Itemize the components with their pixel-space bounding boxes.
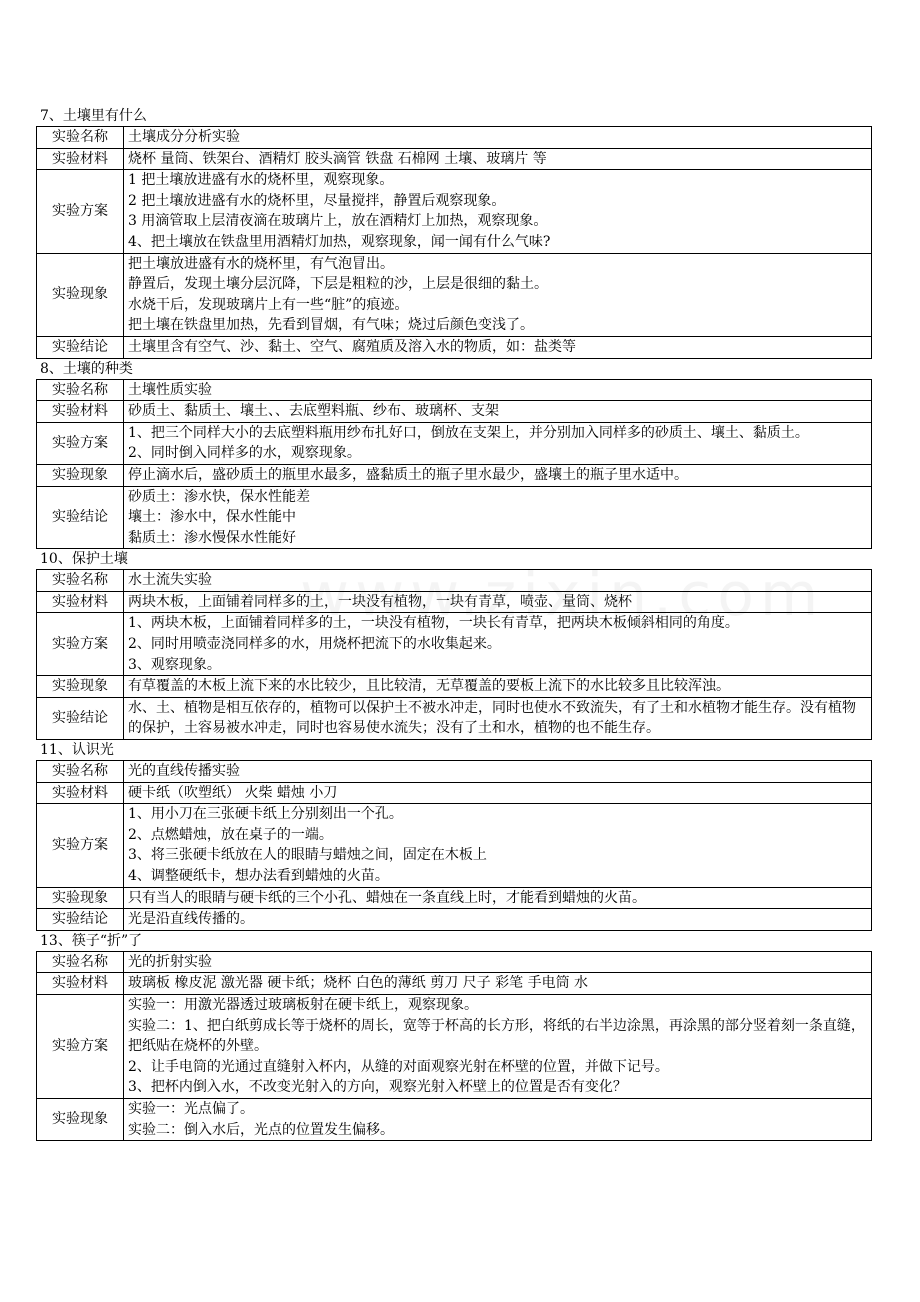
row-label: 实验材料: [37, 782, 124, 804]
row-label: 实验方案: [37, 422, 124, 464]
content-line: 硬卡纸（吹塑纸） 火柴 蜡烛 小刀: [128, 784, 338, 801]
table-row: [37, 148, 872, 170]
table-row: [37, 253, 872, 336]
row-label: 实验名称: [37, 570, 124, 592]
row-content: [124, 613, 872, 676]
row-content: [124, 973, 872, 995]
row-content: [124, 951, 872, 973]
content-line: 4、调整硬纸卡，想办法看到蜡烛的火苗。: [128, 868, 389, 884]
table-row: [37, 804, 872, 887]
row-label: 实验现象: [37, 676, 124, 698]
row-content: [124, 1098, 872, 1140]
table-row: [37, 782, 872, 804]
table-row: [37, 570, 872, 592]
row-content: [124, 148, 872, 170]
row-label: 实验材料: [37, 148, 124, 170]
content-line: 土壤里含有空气、沙、黏土、空气、腐殖质及溶入水的物质，如：盐类等: [128, 338, 576, 355]
row-label: 实验材料: [37, 973, 124, 995]
content-line: 停止滴水后，盛砂质土的瓶里水最多，盛黏质土的瓶子里水最少，盛壤土的瓶子里水适中。: [128, 466, 688, 483]
table-row: [37, 422, 872, 464]
row-label: 实验方案: [37, 804, 124, 887]
row-label: 实验现象: [37, 1098, 124, 1140]
experiment-table: [36, 126, 872, 359]
experiment-table: [36, 760, 872, 931]
content-line: 实验二：1、把白纸剪成长等于烧杯的周长，宽等于杯高的长方形，将纸的右半边涂黑，再涂黑的部分竖着刻一条直缝，把纸贴在烧杯的外壁。: [128, 1017, 865, 1055]
row-content: [124, 909, 872, 931]
content-line: 砂质土、黏质土、壤土、、去底塑料瓶、纱布、玻璃杯、支架: [128, 403, 499, 420]
row-label: 实验方案: [37, 994, 124, 1098]
content-line: 2、同时用喷壶浇同样多的水，用烧杯把流下的水收集起来。: [128, 636, 501, 653]
content-line: 把土壤在铁盘里加热，先看到冒烟，有气味；烧过后颜色变浅了。: [128, 317, 534, 334]
row-label: 实验现象: [37, 464, 124, 486]
table-row: [37, 887, 872, 909]
content-line: 水、土、植物是相互依存的，植物可以保护土不被水冲走，同时也使水不致流失，有了土和水植物才能生存。没有植物的保护，土容易被水冲走，同时也容易使水流失；没有了土和水，植物的也不能生存。: [128, 699, 856, 737]
document-page: [36, 106, 872, 1141]
row-content: [124, 401, 872, 423]
table-row: [37, 336, 872, 358]
row-content: [124, 994, 872, 1098]
table-row: [37, 401, 872, 423]
section-title: 8、土壤的种类: [40, 360, 133, 377]
row-label: 实验名称: [37, 951, 124, 973]
row-content: [124, 170, 872, 253]
row-content: [124, 761, 872, 783]
content-line: 实验一：用激光器透过玻璃板射在硬卡纸上，观察现象。: [128, 996, 478, 1013]
content-line: 2 把土壤放进盛有水的烧杯里，尽量搅拌，静置后观察现象。: [128, 192, 506, 209]
content-line: 两块木板，上面铺着同样多的土，一块没有植物，一块有青草，喷壶、量筒、烧杯: [128, 593, 632, 610]
row-content: [124, 804, 872, 887]
row-label: 实验方案: [37, 613, 124, 676]
row-label: 实验材料: [37, 591, 124, 613]
table-row: [37, 973, 872, 995]
table-row: [37, 994, 872, 1098]
table-row: [37, 486, 872, 549]
row-label: 实验名称: [37, 761, 124, 783]
table-row: [37, 464, 872, 486]
content-line: 1、用小刀在三张硬卡纸上分别刻出一个孔。: [128, 806, 403, 823]
content-line: 3 用滴管取上层清夜滴在玻璃片上，放在酒精灯上加热，观察现象。: [128, 213, 548, 230]
content-line: 实验一：光点偏了。: [128, 1100, 254, 1117]
row-label: 实验名称: [37, 127, 124, 149]
table-row: [37, 127, 872, 149]
content-line: 土壤性质实验: [128, 381, 212, 398]
content-line: 3、把杯内倒入水，不改变光射入的方向，观察光射入杯壁上的位置是否有变化？: [128, 1079, 627, 1096]
row-content: [124, 782, 872, 804]
content-line: 4、把土壤放在铁盘里用酒精灯加热，观察现象，闻一闻有什么气味?: [128, 233, 551, 250]
row-label: 实验结论: [37, 697, 124, 739]
content-line: 水土流失实验: [128, 572, 212, 589]
row-content: [124, 336, 872, 358]
content-line: 1、把三个同样大小的去底塑料瓶用纱布扎好口，倒放在支架上，并分别加入同样多的砂质土、壤土、黏质土。: [128, 424, 809, 441]
content-line: 1、两块木板，上面铺着同样多的土，一块没有植物，一块长有青草，把两块木板倾斜相同的角度。: [128, 615, 739, 632]
row-content: [124, 486, 872, 549]
row-content: [124, 676, 872, 698]
content-line: 2、点燃蜡烛，放在桌子的一端。: [128, 826, 333, 843]
content-line: 3、将三张硬卡纸放在人的眼睛与蜡烛之间，固定在木板上: [128, 847, 487, 864]
row-label: 实验结论: [37, 336, 124, 358]
content-line: 光的直线传播实验: [128, 763, 240, 780]
section-title: 7、土壤里有什么: [40, 108, 147, 124]
content-line: 实验二：倒入水后，光点的位置发生偏移。: [128, 1121, 394, 1138]
row-content: [124, 127, 872, 149]
content-line: 静置后，发现土壤分层沉降，下层是粗粒的沙，上层是很细的黏土。: [128, 276, 548, 293]
content-line: 烧杯 量筒、铁架台、酒精灯 胶头滴管 铁盘 石棉网 土壤、玻璃片 等: [128, 150, 547, 167]
content-line: 砂质土：渗水快，保水性能差: [128, 488, 310, 505]
content-line: 黏质土：渗水慢保水性能好: [128, 529, 296, 546]
content-line: 有草覆盖的木板上流下来的水比较少，且比较清，无草覆盖的要板上流下的水比较多且比较浑浊。: [128, 678, 730, 695]
row-label: 实验名称: [37, 379, 124, 401]
content-line: 3、观察现象。: [128, 656, 221, 673]
content-line: 水烧干后，发现玻璃片上有一些“脏”的痕迹。: [128, 296, 409, 313]
table-row: [37, 379, 872, 401]
row-content: [124, 253, 872, 336]
table-row: [37, 697, 872, 739]
section-title: 13、筷子“折”了: [40, 932, 143, 949]
content-line: 2、同时倒入同样多的水，观察现象。: [128, 445, 361, 462]
content-line: 把土壤放进盛有水的烧杯里，有气泡冒出。: [128, 255, 394, 272]
experiment-table: [36, 569, 872, 740]
table-row: [37, 613, 872, 676]
row-content: [124, 379, 872, 401]
content-line: 光是沿直线传播的。: [128, 911, 254, 928]
table-row: [37, 676, 872, 698]
content-line: 玻璃板 橡皮泥 激光器 硬卡纸；烧杯 白色的薄纸 剪刀 尺子 彩笔 手电筒 水: [128, 975, 589, 992]
table-row: [37, 591, 872, 613]
row-content: [124, 422, 872, 464]
table-row: [37, 909, 872, 931]
row-label: 实验结论: [37, 486, 124, 549]
row-content: [124, 464, 872, 486]
row-label: 实验方案: [37, 170, 124, 253]
content-line: 1 把土壤放进盛有水的烧杯里，观察现象。: [128, 172, 394, 189]
table-row: [37, 170, 872, 253]
content-line: 只有当人的眼睛与硬卡纸的三个小孔、蜡烛在一条直线上时，才能看到蜡烛的火苗。: [128, 889, 646, 906]
experiment-table: [36, 951, 872, 1141]
row-content: [124, 570, 872, 592]
row-label: 实验材料: [37, 401, 124, 423]
experiment-table: [36, 379, 872, 550]
table-row: [37, 951, 872, 973]
section-title: 11、认识光: [40, 742, 114, 759]
table-row: [37, 1098, 872, 1140]
row-content: [124, 887, 872, 909]
table-row: [37, 761, 872, 783]
content-line: 2、让手电筒的光通过直缝射入杯内，从缝的对面观察光射在杯壁的位置，并做下记号。: [128, 1058, 669, 1075]
content-line: 光的折射实验: [128, 953, 212, 970]
row-label: 实验结论: [37, 909, 124, 931]
section-title: 10、保护土壤: [40, 551, 128, 568]
content-line: 壤土：渗水中，保水性能中: [128, 509, 296, 526]
row-content: [124, 697, 872, 739]
row-label: 实验现象: [37, 253, 124, 336]
content-line: 土壤成分分析实验: [128, 129, 240, 145]
row-content: [124, 591, 872, 613]
row-label: 实验现象: [37, 887, 124, 909]
